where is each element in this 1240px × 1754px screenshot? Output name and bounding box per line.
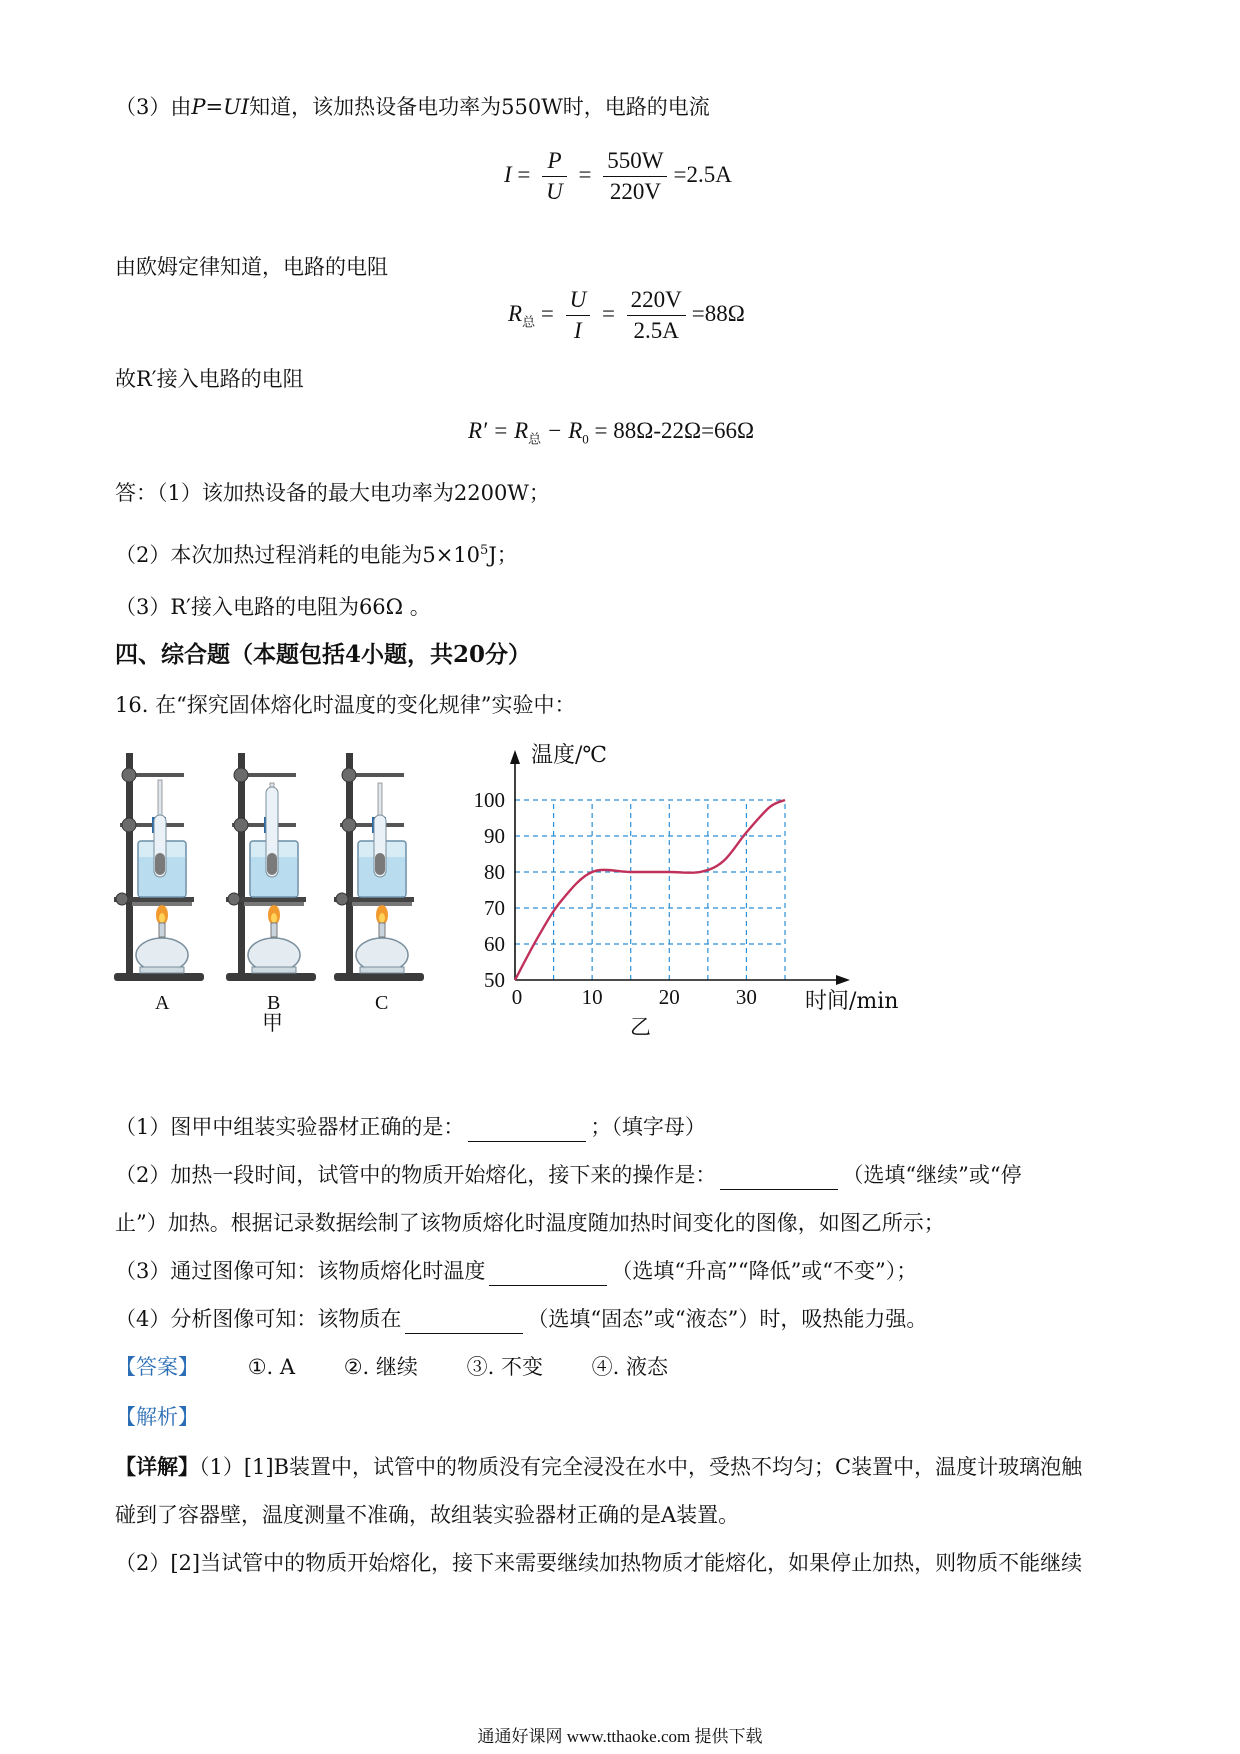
y-tick-label: 60 <box>484 932 505 956</box>
footer: 通通好课网 www.tthaoke.com 提供下载 <box>477 1727 763 1746</box>
y-tick-label: 100 <box>473 788 505 812</box>
x-tick-label: 30 <box>735 985 757 1009</box>
figure-yi-label: 乙 <box>630 1015 651 1039</box>
answer-option: ①. A <box>247 1355 296 1379</box>
apparatus-label: C <box>375 992 389 1014</box>
answer-option: ③. 不变 <box>466 1355 543 1379</box>
answer-1: 答：（1）该加热设备的最大电功率为2200W； <box>115 481 550 505</box>
apparatus-figure <box>112 745 442 1045</box>
apparatus-a <box>114 753 204 1014</box>
temperature-chart <box>460 740 920 1040</box>
answer-line: 【答案】 ①. A ②. 继续 ③. 不变 ④. 液态 <box>115 1355 668 1379</box>
section-4-title: 四、综合题（本题包括4小题，共20分） <box>115 641 532 668</box>
q16-stem: 16. 在“探究固体熔化时温度的变化规律”实验中： <box>115 693 576 717</box>
q16-part2-cont: 止”）加热。根据记录数据绘制了该物质熔化时温度随加热时间变化的图像，如图乙所示； <box>115 1211 945 1235</box>
figure-jia-label: 甲 <box>262 1011 283 1035</box>
q16-part3: （3）通过图像可知：该物质熔化时温度 （选填“升高”“降低”或“不变”）； <box>115 1256 917 1286</box>
y-tick-label: 90 <box>484 824 505 848</box>
answer-blank[interactable] <box>468 1119 586 1142</box>
x-axis-label: 时间/min <box>805 989 899 1014</box>
x-axis-arrow <box>836 975 850 985</box>
x-tick-label: 0 <box>511 985 523 1009</box>
q16-part1: （1）图甲中组装实验器材正确的是： ；（填字母） <box>115 1112 706 1142</box>
r-prime-equation: $R' = R_总 - R_0 = 88\Omega-22\Omega=66\Omega$ <box>468 418 755 447</box>
analysis-tag: 【解析】 <box>115 1405 199 1429</box>
temperature-curve <box>515 800 785 980</box>
apparatus-b <box>226 753 316 1014</box>
resistance-equation: $R_总$ = $\frac{U}{I}$ = $\frac{220V}{2.5A}$ =88Ω <box>508 287 745 343</box>
apparatus-label: B <box>267 992 281 1014</box>
detail-2: （2）[2]当试管中的物质开始熔化，接下来需要继续加热物质才能熔化，如果停止加热，则物质不能继续 <box>115 1551 1083 1575</box>
step3-intro: （3）由P=UI知道，该加热设备电功率为550W时，电路的电流 <box>115 95 710 119</box>
detail-1: 【详解】（1）[1]B装置中，试管中的物质没有完全浸没在水中，受热不均匀；C装置中，温度计玻璃泡触 <box>115 1454 1083 1479</box>
x-tick-label: 20 <box>658 985 680 1009</box>
x-tick-label: 10 <box>581 985 603 1009</box>
y-tick-label: 70 <box>484 896 505 920</box>
current-equation: I = $\frac{P}{U}$ = $\frac{550W}{220V}$ =2.5A <box>504 148 732 204</box>
y-tick-label: 80 <box>484 860 505 884</box>
detail-1b: 碰到了容器壁，温度测量不准确，故组装实验器材正确的是A装置。 <box>115 1503 740 1527</box>
q16-part2: （2）加热一段时间，试管中的物质开始熔化，接下来的操作是： （选填“继续”或“停 <box>115 1160 1022 1190</box>
apparatus-label: A <box>155 992 170 1014</box>
y-axis-arrow <box>510 750 520 764</box>
apparatus-c <box>334 753 424 1014</box>
answer-3: （3）R′接入电路的电阻为66Ω 。 <box>115 595 431 619</box>
y-tick-label: 50 <box>484 968 505 992</box>
answer-option: ②. 继续 <box>343 1355 418 1379</box>
answer-blank[interactable] <box>720 1167 838 1190</box>
answer-blank[interactable] <box>405 1311 523 1334</box>
q16-part4: （4）分析图像可知：该物质在 （选填“固态”或“液态”）时，吸热能力强。 <box>115 1304 927 1334</box>
r-prime-text: 故R′接入电路的电阻 <box>115 367 304 391</box>
ohm-law-text: 由欧姆定律知道，电路的电阻 <box>115 255 388 279</box>
answer-2: （2）本次加热过程消耗的电能为$5\times 10^5J$； <box>115 543 518 567</box>
y-axis-label: 温度/℃ <box>531 743 608 768</box>
answer-blank[interactable] <box>489 1263 607 1286</box>
answer-option: ④. 液态 <box>591 1355 668 1379</box>
